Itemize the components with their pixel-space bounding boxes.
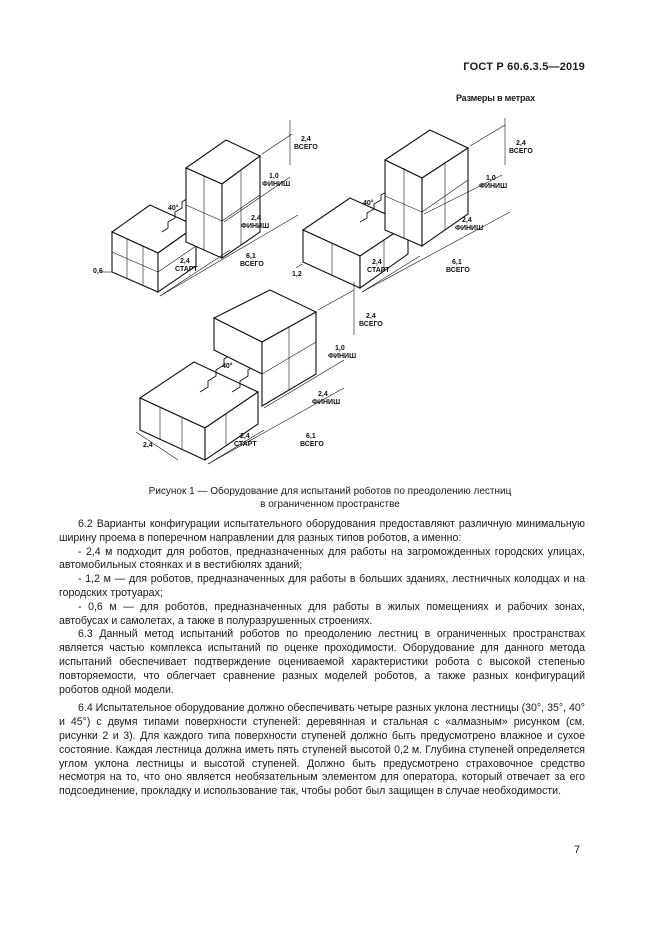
label-start: СТАРТ <box>234 441 257 448</box>
dimensions-note: Размеры в метрах <box>456 93 535 103</box>
list-item-1-2: - 1,2 м — для роботов, предназначенных для работы в больших зданиях, лестничных колодцах и на городских тротуарах; <box>59 573 585 599</box>
label-finish-landing: ФИНИШ <box>479 183 508 190</box>
label-total: ВСЕГО <box>240 261 264 268</box>
list-item-2-4: - 2,4 м подходит для роботов, предназначенных для работы на загроможденных городских улицах, автомобильных стоянках и в вестибюлях зданий; <box>59 545 585 572</box>
paragraph-6-4: 6.4 Испытательное оборудование должно обеспечивать четыре разных уклона лестницы (30°, 35°, 40° и 45°) с двумя типами поверхности ступеней: деревянная и стальная с «алмазным» рисунком (см. рисунки 2 и 3). Для каждого типа поверхности ступеней должно быть предусмотрено влажное и сухое состояние. Каждая лестница должна иметь пять ступеней высотой 0,2 м. Глубина ступеней определяется углом уклона лестницы и высотой ступеней. Должно быть предусмотрено страховочное средство несмотря на то, что оно является необязательным элементом для оператора, который отвечает за его подсоединение, прокладку и использование так, чтобы робот был защищен в случае необходимости. <box>59 702 585 798</box>
label-height-total: ВСЕГО <box>359 321 383 328</box>
dim-total-6-1: 6,1 <box>452 259 462 266</box>
dim-height-2-4: 2,4 <box>516 140 526 147</box>
dim-finish-2-4: 2,4 <box>318 391 328 398</box>
dim-start-2-4: 2,4 <box>240 433 250 440</box>
dim-finish-2-4: 2,4 <box>251 215 261 222</box>
label-angle: 40° <box>168 205 179 212</box>
label-finish: ФИНИШ <box>241 223 270 230</box>
label-finish: ФИНИШ <box>312 399 341 406</box>
standard-designation: ГОСТ Р 60.6.3.5—2019 <box>463 61 585 73</box>
page-number: 7 <box>574 844 581 856</box>
dim-landing-1-0: 1,0 <box>269 173 279 180</box>
dim-start-2-4: 2,4 <box>180 258 190 265</box>
paragraph-6-3: 6.3 Данный метод испытаний роботов по преодолению лестниц в ограниченных пространствах является частью комплекса испытаний по оценке проходимости. Оборудование для данного метода испытаний обеспечивает подтверждение оцениваемой характеристики робота с высокой степенью повторяемости, что облегчает сравнение разных моделей роботов, а также разных конфигураций роботов одной модели. <box>59 628 585 696</box>
dim-finish-2-4: 2,4 <box>462 217 472 224</box>
drawing-medium-1-2 <box>292 118 533 292</box>
dim-landing-1-0: 1,0 <box>486 175 496 182</box>
label-angle: 40° <box>363 200 374 207</box>
label-total: ВСЕГО <box>446 267 470 274</box>
label-height-total: ВСЕГО <box>294 144 318 151</box>
label-start: СТАРТ <box>367 267 390 274</box>
paragraph-6-2: 6.2 Варианты конфигурации испытательного оборудования предоставляют различную минимальную ширину проема в поперечном направлении для разных типов роботов, а именно: <box>59 518 585 544</box>
dim-width-1-2: 1,2 <box>292 271 302 278</box>
label-start: СТАРТ <box>175 266 198 273</box>
drawing-wide-2-4 <box>136 282 383 464</box>
caption-line-2: в ограниченном пространстве <box>260 499 400 510</box>
dim-start-2-4: 2,4 <box>372 259 382 266</box>
body-text <box>59 518 585 799</box>
figure-caption <box>60 485 600 511</box>
dim-width-0-6: 0,6 <box>93 268 103 275</box>
dim-height-2-4: 2,4 <box>366 313 376 320</box>
label-finish-landing: ФИНИШ <box>262 181 291 188</box>
dim-width-2-4: 2,4 <box>143 442 153 449</box>
label-height-total: ВСЕГО <box>509 148 533 155</box>
dim-height-2-4: 2,4 <box>301 136 311 143</box>
dim-total-6-1: 6,1 <box>306 433 316 440</box>
label-finish-landing: ФИНИШ <box>328 353 357 360</box>
caption-line-1: Рисунок 1 — Оборудование для испытаний роботов по преодолению лестниц <box>148 486 512 497</box>
dim-total-6-1: 6,1 <box>246 253 256 260</box>
drawing-narrow-0-6 <box>93 120 318 296</box>
label-angle: 40° <box>222 363 233 370</box>
dim-landing-1-0: 1,0 <box>335 345 345 352</box>
label-finish: ФИНИШ <box>455 225 484 232</box>
list-item-0-6: - 0,6 м — для роботов, предназначенных для работы в жилых помещениях и рабочих зонах, автобусах и самолетах, а также в полуразрушенных строениях. <box>59 600 585 627</box>
label-total: ВСЕГО <box>300 441 324 448</box>
